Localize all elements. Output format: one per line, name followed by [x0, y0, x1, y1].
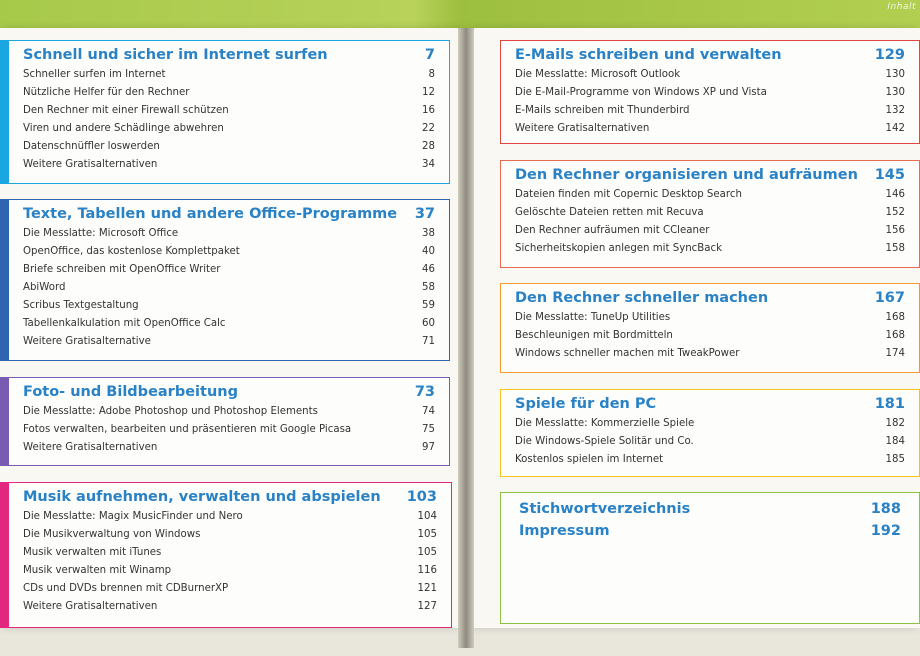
entry-page: 146 [885, 189, 905, 200]
section-page: 103 [406, 489, 437, 505]
entry-title: CDs und DVDs brennen mit CDBurnerXP [23, 583, 229, 594]
entry-page: 121 [417, 583, 437, 594]
section-title: Den Rechner organisieren und aufräumen [515, 167, 858, 183]
entry-title: Fotos verwalten, bearbeiten und präsentieren mit Google Picasa [23, 424, 352, 435]
toc-entry [515, 436, 905, 452]
entry-page: 16 [422, 105, 435, 116]
toc-section-organize [500, 160, 920, 268]
entry-page: 104 [417, 511, 437, 522]
entry-page: 75 [422, 424, 435, 435]
entry-title: Weitere Gratisalternativen [23, 159, 158, 170]
entry-title: Scribus Textgestaltung [23, 300, 139, 311]
toc-section-internet [8, 40, 450, 184]
entry-page: 116 [417, 565, 437, 576]
toc-entry [23, 87, 435, 103]
entry-page: 130 [885, 69, 905, 80]
entry-page: 8 [428, 69, 435, 80]
toc-entry [23, 565, 437, 581]
entry-page: 130 [885, 87, 905, 98]
toc-entry [515, 207, 905, 223]
entry-title: Den Rechner mit einer Firewall schützen [23, 105, 229, 116]
entry-title: Die Messlatte: Microsoft Outlook [515, 69, 681, 80]
toc-entry [23, 601, 437, 617]
toc-section-index [500, 492, 920, 624]
entry-page: 38 [422, 228, 435, 239]
running-head: Inhalt [887, 2, 916, 12]
toc-entry [23, 282, 435, 298]
entry-title: Die Windows-Spiele Solitär und Co. [515, 436, 694, 447]
entry-title: Weitere Gratisalternative [23, 336, 151, 347]
entry-title: Windows schneller machen mit TweakPower [515, 348, 740, 359]
toc-entry [515, 225, 905, 241]
entry-page: 156 [885, 225, 905, 236]
entry-page: 158 [885, 243, 905, 254]
entry-title: Weitere Gratisalternativen [23, 442, 158, 453]
section-title: Musik aufnehmen, verwalten und abspielen [23, 489, 381, 505]
section-title: Schnell und sicher im Internet surfen [23, 47, 328, 63]
entry-title: Sicherheitskopien anlegen mit SyncBack [515, 243, 723, 254]
section-page: 181 [874, 396, 905, 412]
toc-entry [23, 105, 435, 121]
toc-entry [515, 454, 905, 470]
entry-title: Dateien finden mit Copernic Desktop Search [515, 189, 742, 200]
entry-page: 184 [885, 436, 905, 447]
entry-title: Die Messlatte: TuneUp Utilities [515, 312, 671, 323]
entry-page: 185 [885, 454, 905, 465]
toc-section-music [8, 482, 452, 628]
entry-page: 188 [870, 501, 901, 517]
toc-entry [23, 442, 435, 458]
entry-title: Stichwortverzeichnis [519, 501, 691, 517]
entry-page: 127 [417, 601, 437, 612]
entry-page: 46 [422, 264, 435, 275]
entry-page: 28 [422, 141, 435, 152]
entry-page: 40 [422, 246, 435, 257]
entry-title: Weitere Gratisalternativen [23, 601, 158, 612]
entry-title: Gelöschte Dateien retten mit Recuva [515, 207, 704, 218]
entry-title: Nützliche Helfer für den Rechner [23, 87, 190, 98]
entry-page: 152 [885, 207, 905, 218]
entry-page: 168 [885, 312, 905, 323]
entry-title: Schneller surfen im Internet [23, 69, 166, 80]
entry-page: 132 [885, 105, 905, 116]
entry-page: 105 [417, 547, 437, 558]
toc-entry [23, 336, 435, 352]
toc-section-games [500, 389, 920, 477]
toc-entry [515, 330, 905, 346]
section-title: Texte, Tabellen und andere Office-Programme [23, 206, 398, 222]
entry-page: 58 [422, 282, 435, 293]
toc-entry [23, 300, 435, 316]
book-gutter [458, 28, 474, 648]
entry-page: 71 [422, 336, 435, 347]
entry-page: 12 [422, 87, 435, 98]
toc-entry-imprint [519, 523, 901, 539]
toc-entry [23, 264, 435, 280]
entry-title: Weitere Gratisalternativen [515, 123, 650, 134]
toc-entry [23, 511, 437, 527]
toc-entry [23, 228, 435, 244]
toc-section-photo [8, 377, 450, 466]
section-page: 145 [874, 167, 905, 183]
section-page: 167 [874, 290, 905, 306]
entry-title: Den Rechner aufräumen mit CCleaner [515, 225, 710, 236]
toc-entry [23, 69, 435, 85]
entry-title: E-Mails schreiben mit Thunderbird [515, 105, 690, 116]
toc-entry [23, 424, 435, 440]
entry-title: Die E-Mail-Programme von Windows XP und Vista [515, 87, 767, 98]
entry-title: Briefe schreiben mit OpenOffice Writer [23, 264, 221, 275]
entry-title: Kostenlos spielen im Internet [515, 454, 664, 465]
toc-section-email [500, 40, 920, 144]
section-color-stripe [0, 199, 8, 361]
entry-title: Impressum [519, 523, 610, 539]
entry-title: Die Messlatte: Microsoft Office [23, 228, 179, 239]
entry-title: OpenOffice, das kostenlose Komplettpaket [23, 246, 240, 257]
entry-page: 60 [422, 318, 435, 329]
entry-title: Datenschnüffler loswerden [23, 141, 160, 152]
section-color-stripe [0, 40, 8, 184]
toc-entry [23, 246, 435, 262]
toc-entry [23, 583, 437, 599]
entry-title: Die Messlatte: Magix MusicFinder und Nero [23, 511, 243, 522]
section-title: E-Mails schreiben und verwalten [515, 47, 782, 63]
toc-section-office [8, 199, 450, 361]
toc-entry [515, 243, 905, 259]
toc-entry [23, 529, 437, 545]
entry-page: 22 [422, 123, 435, 134]
entry-page: 105 [417, 529, 437, 540]
section-page: 73 [414, 384, 435, 400]
toc-entry [515, 123, 905, 139]
entry-page: 174 [885, 348, 905, 359]
section-color-stripe [0, 482, 8, 628]
toc-section-speed [500, 283, 920, 373]
entry-page: 97 [422, 442, 435, 453]
entry-page: 192 [870, 523, 901, 539]
entry-title: Musik verwalten mit iTunes [23, 547, 162, 558]
toc-entry [515, 418, 905, 434]
toc-entry [515, 105, 905, 121]
entry-title: Musik verwalten mit Winamp [23, 565, 172, 576]
toc-entry [23, 159, 435, 175]
toc-entry [23, 141, 435, 157]
section-page: 37 [414, 206, 435, 222]
toc-entry [23, 123, 435, 139]
entry-page: 59 [422, 300, 435, 311]
entry-page: 74 [422, 406, 435, 417]
entry-title: Die Messlatte: Adobe Photoshop und Photoshop Elements [23, 406, 318, 417]
toc-entry [515, 69, 905, 85]
toc-entry [515, 348, 905, 364]
section-title: Foto- und Bildbearbeitung [23, 384, 238, 400]
entry-title: Tabellenkalkulation mit OpenOffice Calc [23, 318, 226, 329]
entry-title: Beschleunigen mit Bordmitteln [515, 330, 673, 341]
entry-title: Die Musikverwaltung von Windows [23, 529, 201, 540]
entry-title: Viren und andere Schädlinge abwehren [23, 123, 224, 134]
toc-entry [515, 87, 905, 103]
section-color-stripe [0, 377, 8, 466]
toc-entry [515, 312, 905, 328]
entry-page: 142 [885, 123, 905, 134]
toc-entry [515, 189, 905, 205]
toc-entry-index [519, 501, 901, 517]
entry-page: 168 [885, 330, 905, 341]
entry-page: 34 [422, 159, 435, 170]
toc-entry [23, 406, 435, 422]
section-page: 7 [424, 47, 435, 63]
entry-title: AbiWord [23, 282, 66, 293]
toc-entry [23, 547, 437, 563]
entry-page: 182 [885, 418, 905, 429]
toc-entry [23, 318, 435, 334]
entry-title: Die Messlatte: Kommerzielle Spiele [515, 418, 695, 429]
section-title: Den Rechner schneller machen [515, 290, 769, 306]
section-page: 129 [874, 47, 905, 63]
section-title: Spiele für den PC [515, 396, 657, 412]
